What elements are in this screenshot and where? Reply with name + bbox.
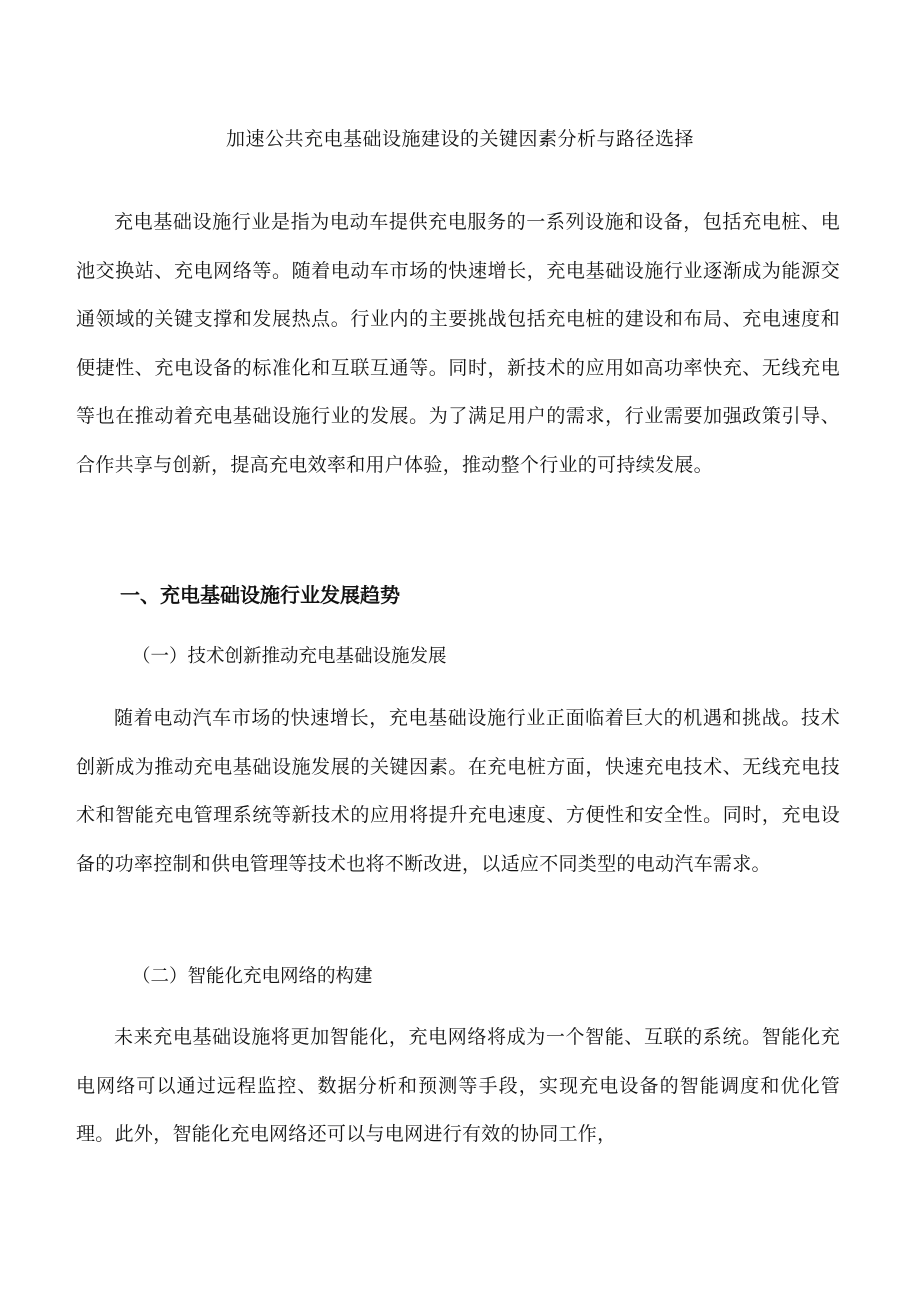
subsection-heading-1: （一）技术创新推动充电基础设施发展 bbox=[132, 646, 447, 667]
document-title: 加速公共充电基础设施建设的关键因素分析与路径选择 bbox=[225, 128, 694, 150]
subsection-heading-2: （二）智能化充电网络的构建 bbox=[132, 966, 373, 987]
subsection-1-paragraph: 随着电动汽车市场的快速增长，充电基础设施行业正面临着巨大的机遇和挑战。技术创新成为推动充电基础设施发展的关键因素。在充电桩方面，快速充电技术、无线充电技术和智能充电管理系统等新技术的应用将提升充电速度、方便性和安全性。同时，充电设备的功率控制和供电管理等技术也将不断改进，以适应不同类型的电动汽车需求。 bbox=[76, 707, 840, 875]
subsection-2-paragraph: 未来充电基础设施将更加智能化，充电网络将成为一个智能、互联的系统。智能化充电网络可以通过远程监控、数据分析和预测等手段，实现充电设备的智能调度和优化管理。此外，智能化充电网络还可以与电网进行有效的协同工作， bbox=[76, 1026, 840, 1145]
section-heading-1: 一、充电基础设施行业发展趋势 bbox=[120, 583, 400, 607]
intro-paragraph: 充电基础设施行业是指为电动车提供充电服务的一系列设施和设备，包括充电桩、电池交换站、充电网络等。随着电动车市场的快速增长，充电基础设施行业逐渐成为能源交通领域的关键支撑和发展热点。行业内的主要挑战包括充电桩的建设和布局、充电速度和便捷性、充电设备的标准化和互联互通等。同时，新技术的应用如高功率快充、无线充电等也在推动着充电基础设施行业的发展。为了满足用户的需求，行业需要加强政策引导、合作共享与创新，提高充电效率和用户体验，推动整个行业的可持续发展。 bbox=[76, 211, 840, 476]
